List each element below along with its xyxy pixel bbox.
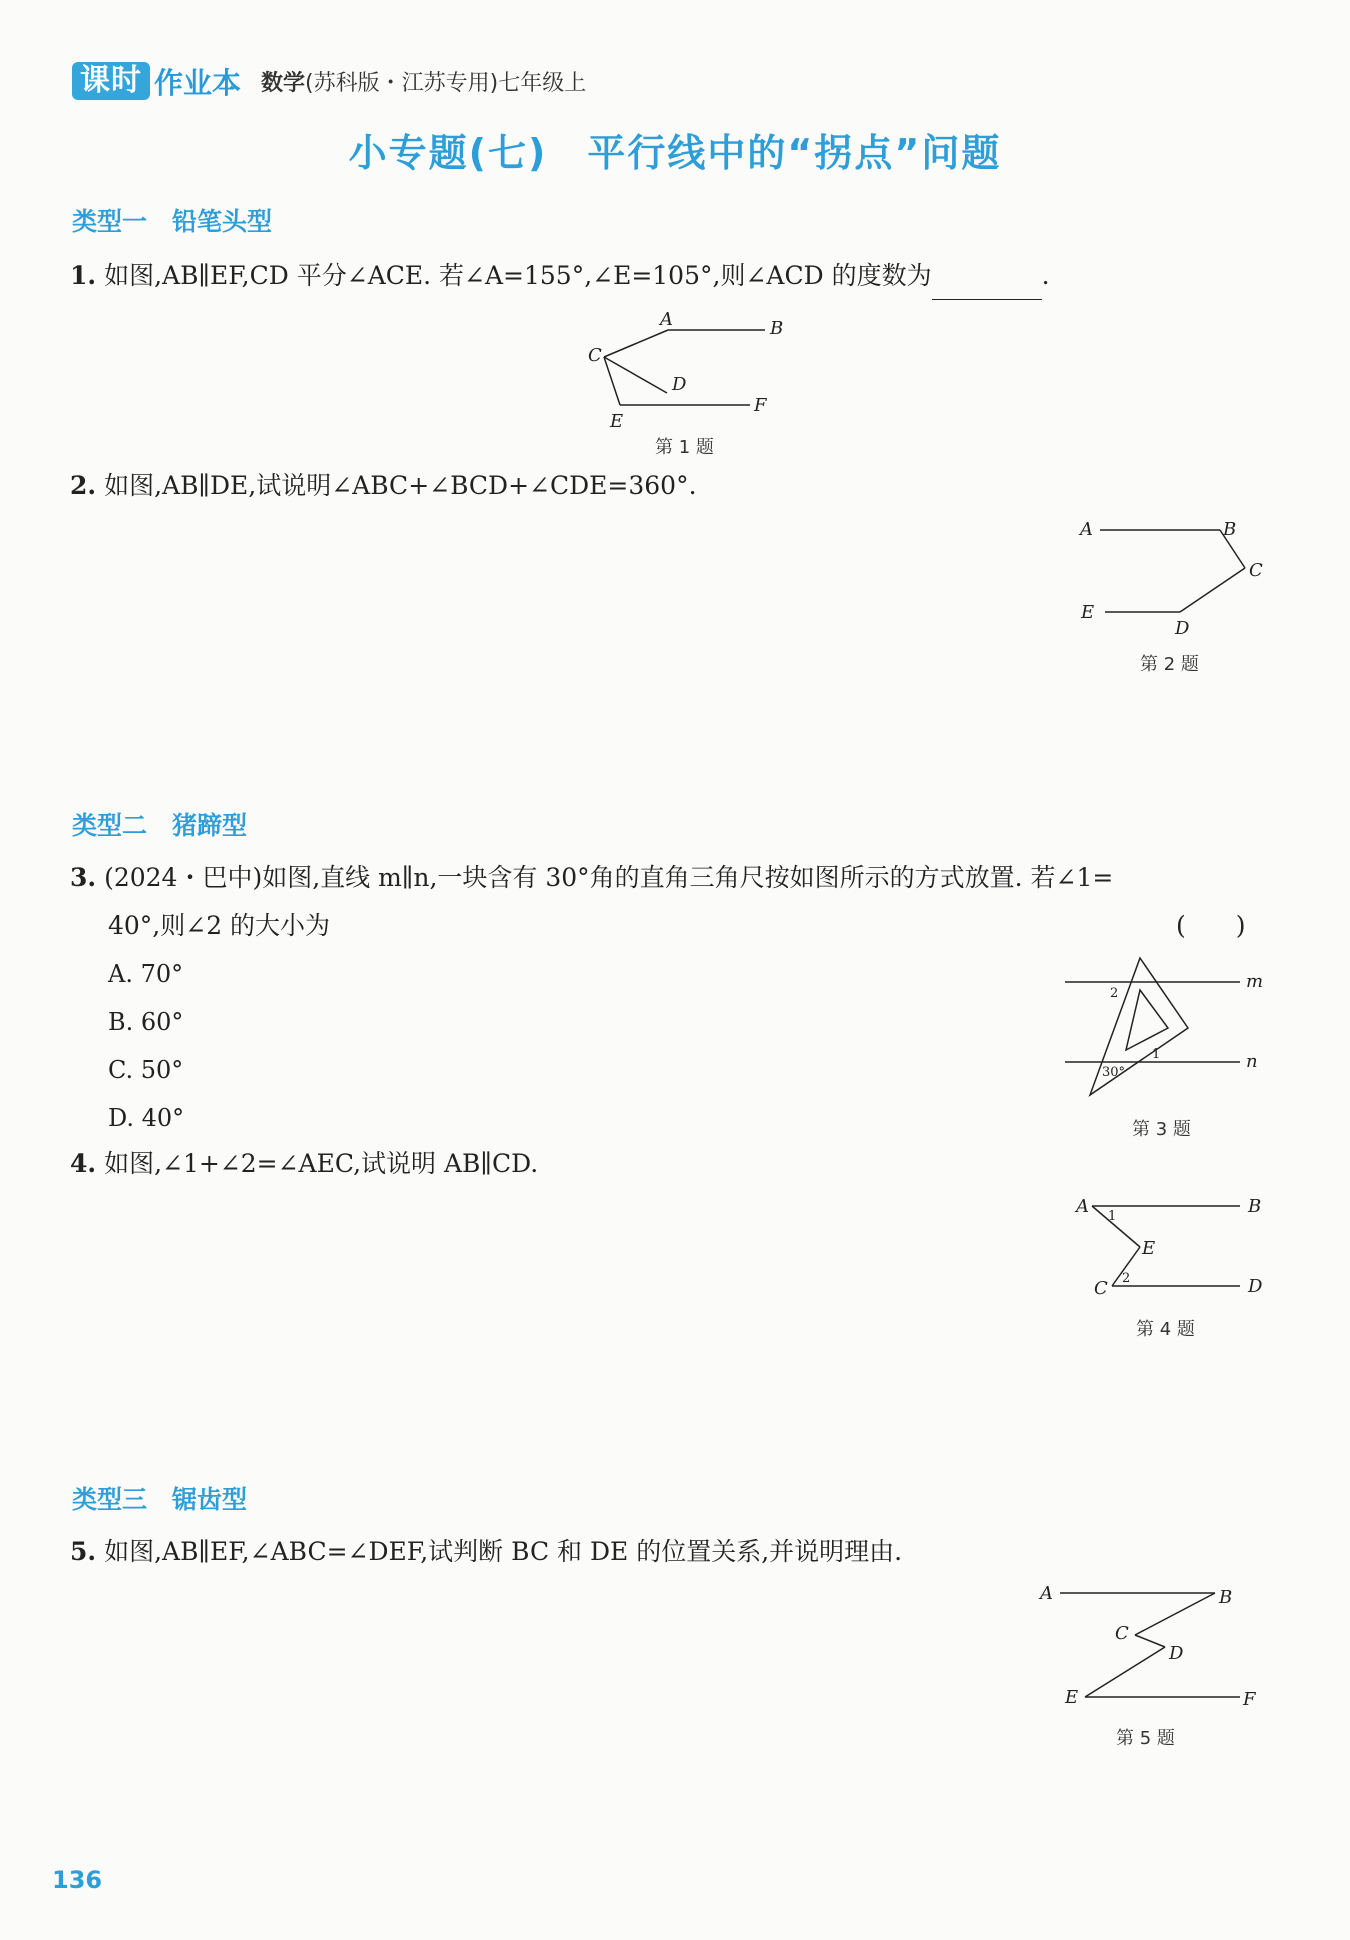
question-end: . [1041,261,1050,290]
question-4 [70,1140,538,1188]
question-number: 3. [70,863,97,892]
question-text: 如图,AB∥EF,CD 平分∠ACE. 若∠A=155°,∠E=105°,则∠ACD 的度数为 [104,261,932,290]
label-f: F [1243,1689,1256,1710]
label-a: A [1040,1583,1053,1604]
figure-4 [1070,1190,1270,1300]
label-a: A [660,309,673,330]
line-bc [1135,1593,1215,1635]
section-type-2: 类型二 猪蹄型 [72,811,248,840]
caption-3: 第 3 题 [1132,1119,1191,1140]
label-angle-30: 30° [1102,1065,1126,1080]
page-title: 小专题(七) 平行线中的“拐点”问题 [348,131,1002,175]
label-e: E [1142,1238,1156,1259]
question-1 [70,252,1050,300]
label-e: E [1065,1687,1079,1708]
label-angle-1: 1 [1152,1047,1161,1062]
question-text: 如图,AB∥EF,∠ABC=∠DEF,试判断 BC 和 DE 的位置关系,并说明理由. [104,1537,903,1566]
label-d: D [672,374,687,395]
label-d: D [1169,1643,1184,1664]
logo: 课时 [72,62,150,100]
caption-5: 第 5 题 [1116,1728,1175,1749]
label-a: A [1080,519,1093,540]
label-f: F [754,395,767,416]
label-angle-2: 2 [1110,986,1119,1001]
option-d[interactable]: D. 40° [108,1104,185,1132]
label-d: D [1248,1276,1263,1297]
label-m: m [1246,971,1264,992]
caption-4: 第 4 题 [1136,1319,1195,1340]
question-number: 5. [70,1537,97,1566]
brand-name: 作业本 [154,65,242,100]
label-angle-2: 2 [1122,1271,1131,1286]
question-number: 1. [70,261,97,290]
label-angle-1: 1 [1108,1209,1117,1224]
figure-5 [1035,1575,1275,1725]
label-b: B [770,318,784,339]
figure-1 [580,305,800,435]
section-type-3: 类型三 锯齿型 [72,1485,248,1514]
section-type-1: 类型一 铅笔头型 [72,207,273,236]
label-c: C [1115,1623,1129,1644]
label-c: C [1094,1278,1108,1299]
label-a: A [1076,1196,1089,1217]
question-number: 2. [70,471,97,500]
option-c[interactable]: C. 50° [108,1056,184,1084]
label-d: D [1175,618,1190,635]
line-cd [1180,568,1245,612]
option-a[interactable]: A. 70° [108,960,184,988]
header [72,60,586,102]
subject-detail: (苏科版・江苏专用)七年级上 [305,70,587,96]
label-c: C [1249,560,1263,581]
label-e: E [610,411,624,432]
line-ac [604,330,668,357]
label-b: B [1248,1196,1262,1217]
question-text: 如图,AB∥DE,试说明∠ABC+∠BCD+∠CDE=360°. [104,471,697,500]
label-e: E [1081,602,1095,623]
subject-line [261,66,586,97]
subject-name: 数学 [261,70,306,96]
question-number: 4. [70,1149,97,1178]
question-2 [70,462,697,510]
caption-1: 第 1 题 [655,437,714,458]
label-b: B [1223,519,1237,540]
caption-2: 第 2 题 [1140,654,1199,675]
question-5 [70,1528,902,1576]
figure-3 [1060,950,1280,1100]
label-b: B [1219,1587,1233,1608]
option-b[interactable]: B. 60° [108,1008,184,1036]
question-3 [70,854,1113,902]
label-c: C [588,345,602,366]
question-text-line1: (2024・巴中)如图,直线 m∥n,一块含有 30°角的直角三角尺按如图所示的方式放置. 若∠1= [104,863,1114,892]
line-cd [1135,1635,1165,1647]
triangle-inner [1126,990,1168,1050]
question-text: 如图,∠1+∠2=∠AEC,试说明 AB∥CD. [104,1149,539,1178]
figure-2 [1075,510,1275,635]
question-3-line2: 40°,则∠2 的大小为 [108,911,331,940]
answer-paren[interactable]: ( ) [1176,911,1246,940]
page-number: 136 [52,1866,103,1894]
label-n: n [1246,1051,1258,1072]
answer-blank[interactable] [932,271,1042,300]
line-de [1085,1647,1165,1697]
